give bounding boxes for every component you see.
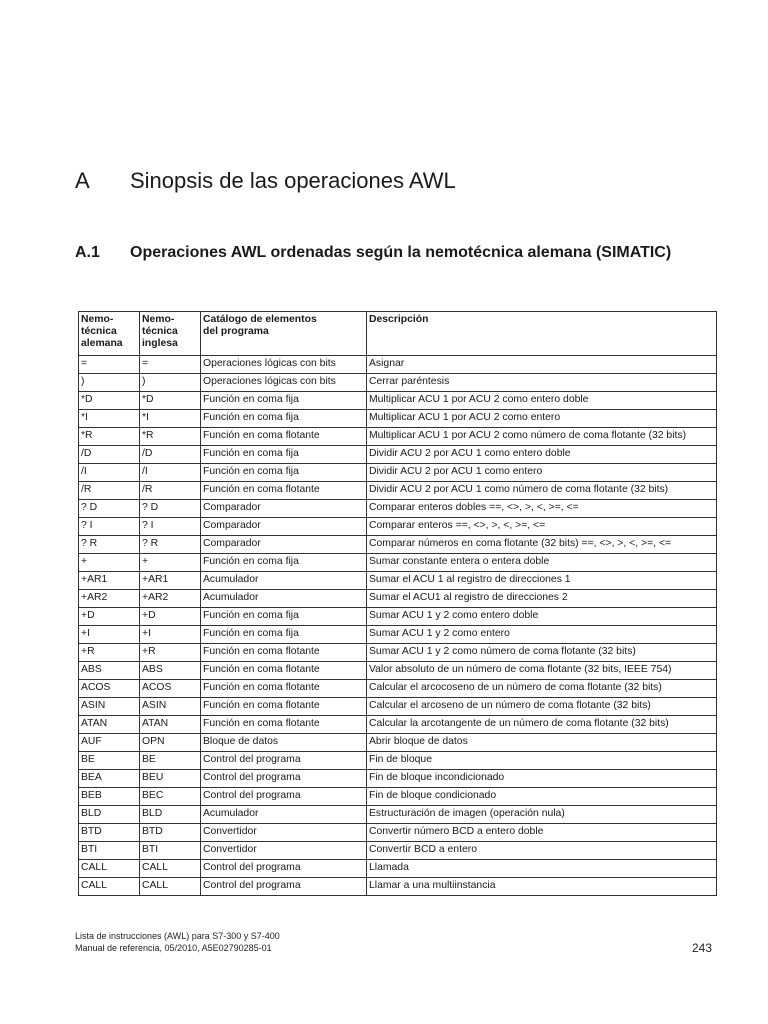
catalog-cell: Comparador bbox=[201, 536, 367, 554]
catalog-cell: Función en coma fija bbox=[201, 554, 367, 572]
chapter-title: Sinopsis de las operaciones AWL bbox=[130, 168, 456, 193]
german-mnemonic-cell: AUF bbox=[79, 734, 140, 752]
table-body bbox=[79, 356, 717, 896]
table-row bbox=[79, 536, 717, 554]
catalog-cell: Función en coma fija bbox=[201, 392, 367, 410]
table-row bbox=[79, 392, 717, 410]
german-mnemonic-cell: +I bbox=[79, 626, 140, 644]
description-cell: Calcular el arcocoseno de un número de coma flotante (32 bits) bbox=[367, 680, 717, 698]
description-cell: Multiplicar ACU 1 por ACU 2 como entero doble bbox=[367, 392, 717, 410]
table-row bbox=[79, 608, 717, 626]
catalog-cell: Control del programa bbox=[201, 788, 367, 806]
operations-table bbox=[78, 311, 717, 896]
table-row bbox=[79, 734, 717, 752]
description-cell: Llamar a una multiinstancia bbox=[367, 878, 717, 896]
header-german-mnemonic: Nemo- técnica alemana bbox=[79, 312, 140, 356]
footer-manual-reference: Manual de referencia, 05/2010, A5E02790285-01 bbox=[75, 943, 272, 953]
table-row bbox=[79, 356, 717, 374]
description-cell: Comparar enteros ==, <>, >, <, >=, <= bbox=[367, 518, 717, 536]
german-mnemonic-cell: ? D bbox=[79, 500, 140, 518]
english-mnemonic-cell: ? R bbox=[140, 536, 201, 554]
table-row bbox=[79, 554, 717, 572]
catalog-cell: Control del programa bbox=[201, 878, 367, 896]
description-cell: Sumar ACU 1 y 2 como número de coma flotante (32 bits) bbox=[367, 644, 717, 662]
english-mnemonic-cell: /D bbox=[140, 446, 201, 464]
english-mnemonic-cell: *R bbox=[140, 428, 201, 446]
german-mnemonic-cell: +AR2 bbox=[79, 590, 140, 608]
catalog-cell: Función en coma flotante bbox=[201, 644, 367, 662]
description-cell: Estructuración de imagen (operación nula) bbox=[367, 806, 717, 824]
description-cell: Calcular la arcotangente de un número de coma flotante (32 bits) bbox=[367, 716, 717, 734]
english-mnemonic-cell: ASIN bbox=[140, 698, 201, 716]
german-mnemonic-cell: ATAN bbox=[79, 716, 140, 734]
german-mnemonic-cell: + bbox=[79, 554, 140, 572]
english-mnemonic-cell: *D bbox=[140, 392, 201, 410]
description-cell: Cerrar paréntesis bbox=[367, 374, 717, 392]
description-cell: Convertir BCD a entero bbox=[367, 842, 717, 860]
table-row bbox=[79, 698, 717, 716]
english-mnemonic-cell: *I bbox=[140, 410, 201, 428]
catalog-cell: Función en coma flotante bbox=[201, 482, 367, 500]
catalog-cell: Función en coma fija bbox=[201, 626, 367, 644]
chapter-heading bbox=[75, 166, 456, 196]
english-mnemonic-cell: +I bbox=[140, 626, 201, 644]
section-title: Operaciones AWL ordenadas según la nemotécnica alemana (SIMATIC) bbox=[130, 244, 672, 261]
catalog-cell: Operaciones lógicas con bits bbox=[201, 374, 367, 392]
english-mnemonic-cell: +D bbox=[140, 608, 201, 626]
description-cell: Sumar el ACU 1 al registro de direcciones 1 bbox=[367, 572, 717, 590]
header-catalog: Catálogo de elementos del programa bbox=[201, 312, 367, 356]
table-row bbox=[79, 590, 717, 608]
table-row bbox=[79, 770, 717, 788]
german-mnemonic-cell: +R bbox=[79, 644, 140, 662]
english-mnemonic-cell: BTD bbox=[140, 824, 201, 842]
german-mnemonic-cell: BTI bbox=[79, 842, 140, 860]
english-mnemonic-cell: BEC bbox=[140, 788, 201, 806]
german-mnemonic-cell: +D bbox=[79, 608, 140, 626]
description-cell: Asignar bbox=[367, 356, 717, 374]
english-mnemonic-cell: BTI bbox=[140, 842, 201, 860]
english-mnemonic-cell: OPN bbox=[140, 734, 201, 752]
english-mnemonic-cell: + bbox=[140, 554, 201, 572]
english-mnemonic-cell: ATAN bbox=[140, 716, 201, 734]
description-cell: Sumar el ACU1 al registro de direcciones 2 bbox=[367, 590, 717, 608]
table-row bbox=[79, 716, 717, 734]
catalog-cell: Control del programa bbox=[201, 770, 367, 788]
german-mnemonic-cell: ACOS bbox=[79, 680, 140, 698]
header-english-mnemonic: Nemo- técnica inglesa bbox=[140, 312, 201, 356]
description-cell: Valor absoluto de un número de coma flotante (32 bits, IEEE 754) bbox=[367, 662, 717, 680]
german-mnemonic-cell: /I bbox=[79, 464, 140, 482]
description-cell: Fin de bloque condicionado bbox=[367, 788, 717, 806]
table-row bbox=[79, 878, 717, 896]
english-mnemonic-cell: +R bbox=[140, 644, 201, 662]
description-cell: Comparar enteros dobles ==, <>, >, <, >=, <= bbox=[367, 500, 717, 518]
description-cell: Sumar constante entera o entera doble bbox=[367, 554, 717, 572]
table-row bbox=[79, 842, 717, 860]
english-mnemonic-cell: ) bbox=[140, 374, 201, 392]
english-mnemonic-cell: ABS bbox=[140, 662, 201, 680]
catalog-cell: Función en coma flotante bbox=[201, 680, 367, 698]
german-mnemonic-cell: /R bbox=[79, 482, 140, 500]
table-row bbox=[79, 428, 717, 446]
german-mnemonic-cell: ? R bbox=[79, 536, 140, 554]
catalog-cell: Acumulador bbox=[201, 806, 367, 824]
table-row bbox=[79, 680, 717, 698]
catalog-cell: Bloque de datos bbox=[201, 734, 367, 752]
footer-manual-title: Lista de instrucciones (AWL) para S7-300 y S7-400 bbox=[75, 931, 280, 941]
german-mnemonic-cell: BLD bbox=[79, 806, 140, 824]
description-cell: Comparar números en coma flotante (32 bits) ==, <>, >, <, >=, <= bbox=[367, 536, 717, 554]
english-mnemonic-cell: +AR2 bbox=[140, 590, 201, 608]
german-mnemonic-cell: BTD bbox=[79, 824, 140, 842]
description-cell: Dividir ACU 2 por ACU 1 como entero bbox=[367, 464, 717, 482]
english-mnemonic-cell: ? I bbox=[140, 518, 201, 536]
table-row bbox=[79, 374, 717, 392]
english-mnemonic-cell: ACOS bbox=[140, 680, 201, 698]
table-row bbox=[79, 446, 717, 464]
catalog-cell: Función en coma fija bbox=[201, 410, 367, 428]
english-mnemonic-cell: = bbox=[140, 356, 201, 374]
table-row bbox=[79, 788, 717, 806]
section-heading bbox=[75, 242, 715, 263]
german-mnemonic-cell: = bbox=[79, 356, 140, 374]
table-row bbox=[79, 518, 717, 536]
catalog-cell: Función en coma flotante bbox=[201, 428, 367, 446]
description-cell: Dividir ACU 2 por ACU 1 como entero doble bbox=[367, 446, 717, 464]
german-mnemonic-cell: BE bbox=[79, 752, 140, 770]
german-mnemonic-cell: *D bbox=[79, 392, 140, 410]
catalog-cell: Función en coma flotante bbox=[201, 698, 367, 716]
german-mnemonic-cell: BEA bbox=[79, 770, 140, 788]
description-cell: Convertir número BCD a entero doble bbox=[367, 824, 717, 842]
english-mnemonic-cell: BLD bbox=[140, 806, 201, 824]
german-mnemonic-cell: CALL bbox=[79, 860, 140, 878]
table-row bbox=[79, 500, 717, 518]
section-number: A.1 bbox=[75, 244, 100, 261]
description-cell: Fin de bloque incondicionado bbox=[367, 770, 717, 788]
german-mnemonic-cell: ABS bbox=[79, 662, 140, 680]
page-number: 243 bbox=[691, 941, 712, 955]
table-row bbox=[79, 662, 717, 680]
table-row bbox=[79, 752, 717, 770]
german-mnemonic-cell: +AR1 bbox=[79, 572, 140, 590]
german-mnemonic-cell: CALL bbox=[79, 878, 140, 896]
table-row bbox=[79, 464, 717, 482]
catalog-cell: Función en coma fija bbox=[201, 608, 367, 626]
description-cell: Dividir ACU 2 por ACU 1 como número de coma flotante (32 bits) bbox=[367, 482, 717, 500]
description-cell: Abrir bloque de datos bbox=[367, 734, 717, 752]
description-cell: Multiplicar ACU 1 por ACU 2 como número de coma flotante (32 bits) bbox=[367, 428, 717, 446]
catalog-cell: Función en coma flotante bbox=[201, 662, 367, 680]
chapter-number: A bbox=[75, 168, 90, 193]
catalog-cell: Comparador bbox=[201, 518, 367, 536]
catalog-cell: Acumulador bbox=[201, 590, 367, 608]
catalog-cell: Control del programa bbox=[201, 860, 367, 878]
description-cell: Sumar ACU 1 y 2 como entero bbox=[367, 626, 717, 644]
german-mnemonic-cell: BEB bbox=[79, 788, 140, 806]
description-cell: Llamada bbox=[367, 860, 717, 878]
table-row bbox=[79, 572, 717, 590]
catalog-cell: Convertidor bbox=[201, 824, 367, 842]
english-mnemonic-cell: BEU bbox=[140, 770, 201, 788]
german-mnemonic-cell: ? I bbox=[79, 518, 140, 536]
table-row bbox=[79, 482, 717, 500]
table-row bbox=[79, 824, 717, 842]
english-mnemonic-cell: +AR1 bbox=[140, 572, 201, 590]
german-mnemonic-cell: *R bbox=[79, 428, 140, 446]
table-row bbox=[79, 806, 717, 824]
footer bbox=[75, 930, 280, 954]
header-description: Descripción bbox=[367, 312, 717, 356]
english-mnemonic-cell: ? D bbox=[140, 500, 201, 518]
english-mnemonic-cell: /R bbox=[140, 482, 201, 500]
table-row bbox=[79, 644, 717, 662]
description-cell: Calcular el arcoseno de un número de coma flotante (32 bits) bbox=[367, 698, 717, 716]
description-cell: Sumar ACU 1 y 2 como entero doble bbox=[367, 608, 717, 626]
german-mnemonic-cell: *I bbox=[79, 410, 140, 428]
catalog-cell: Comparador bbox=[201, 500, 367, 518]
german-mnemonic-cell: /D bbox=[79, 446, 140, 464]
catalog-cell: Acumulador bbox=[201, 572, 367, 590]
catalog-cell: Control del programa bbox=[201, 752, 367, 770]
catalog-cell: Operaciones lógicas con bits bbox=[201, 356, 367, 374]
table-row bbox=[79, 410, 717, 428]
description-cell: Fin de bloque bbox=[367, 752, 717, 770]
english-mnemonic-cell: CALL bbox=[140, 878, 201, 896]
catalog-cell: Función en coma fija bbox=[201, 464, 367, 482]
catalog-cell: Función en coma flotante bbox=[201, 716, 367, 734]
catalog-cell: Convertidor bbox=[201, 842, 367, 860]
table-header-row bbox=[79, 312, 717, 356]
table-row bbox=[79, 860, 717, 878]
english-mnemonic-cell: BE bbox=[140, 752, 201, 770]
table-row bbox=[79, 626, 717, 644]
english-mnemonic-cell: CALL bbox=[140, 860, 201, 878]
description-cell: Multiplicar ACU 1 por ACU 2 como entero bbox=[367, 410, 717, 428]
catalog-cell: Función en coma fija bbox=[201, 446, 367, 464]
german-mnemonic-cell: ASIN bbox=[79, 698, 140, 716]
english-mnemonic-cell: /I bbox=[140, 464, 201, 482]
german-mnemonic-cell: ) bbox=[79, 374, 140, 392]
